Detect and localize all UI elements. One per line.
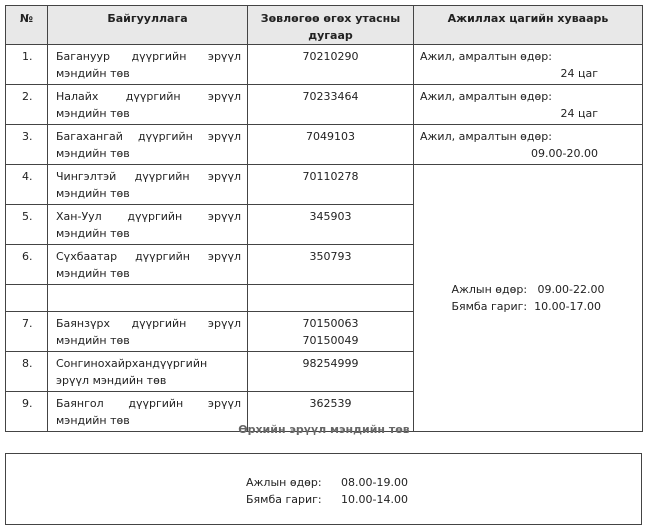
row-num: 6.: [6, 245, 48, 285]
header-num: №: [6, 6, 48, 45]
hours-value: 24 цаг: [560, 107, 598, 120]
row-organization: Багануур дүүргийн эрүүл мэндийн төв: [48, 45, 248, 85]
row-num: 2.: [6, 85, 48, 125]
row-num: 8.: [6, 352, 48, 392]
row-num: 9.: [6, 392, 48, 432]
weekday-label: Ажлын өдөр:: [246, 476, 322, 489]
header-hours: Ажиллах цагийн хуваарь: [414, 6, 643, 45]
merged-saturday-hours: Бямба гариг: 10.00-17.00: [451, 300, 602, 313]
row-organization: Баянзүрх дүүргийн эрүүл мэндийн төв: [48, 312, 248, 352]
table-header-row: [6, 6, 643, 45]
merged-weekday-hours: Ажлын өдөр: 09.00-22.00: [451, 283, 605, 296]
header-phone: Зөвлөгөө өгөх утасны дугаар: [248, 6, 414, 45]
weekday-hours: 08.00-19.00: [341, 476, 408, 489]
row-phone: [248, 312, 414, 352]
header-organization: Байгууллага: [48, 6, 248, 45]
saturday-hours: 10.00-14.00: [341, 493, 408, 506]
health-centers-table: [5, 5, 643, 432]
row-phone-primary: 70150063: [302, 317, 359, 330]
hours-label: Ажил, амралтын өдөр:: [420, 90, 552, 103]
row-num: 3.: [6, 125, 48, 165]
row-hours: [414, 85, 643, 125]
hours-value: 09.00-20.00: [531, 147, 598, 160]
row-num: 7.: [6, 312, 48, 352]
row-phone: 7049103: [248, 125, 414, 165]
weekday-hours-line: [246, 476, 408, 489]
table-row: [6, 165, 643, 205]
row-organization: Налайх дүүргийн эрүүл мэндийн төв: [48, 85, 248, 125]
saturday-hours-line: [246, 493, 408, 506]
hours-value: 24 цаг: [560, 67, 598, 80]
merged-hours-cell: [414, 165, 643, 432]
empty-cell: [48, 285, 248, 312]
row-phone: 70233464: [248, 85, 414, 125]
hours-label: Ажил, амралтын өдөр:: [420, 130, 552, 143]
row-phone: 345903: [248, 205, 414, 245]
row-num: 5.: [6, 205, 48, 245]
saturday-label: Бямба гариг:: [246, 493, 322, 506]
hours-label: Ажил, амралтын өдөр:: [420, 50, 552, 63]
row-organization: Сүхбаатар дүүргийн эрүүл мэндийн төв: [48, 245, 248, 285]
empty-cell: [248, 285, 414, 312]
row-organization: Хан-Уул дүүргийн эрүүл мэндийн төв: [48, 205, 248, 245]
row-num: 1.: [6, 45, 48, 85]
table-row: [6, 45, 643, 85]
row-organization: Сонгинохайрхандүүргийн эрүүл мэндийн төв: [48, 352, 248, 392]
row-organization: Чингэлтэй дүүргийн эрүүл мэндийн төв: [48, 165, 248, 205]
table-row: [6, 85, 643, 125]
row-phone: 70210290: [248, 45, 414, 85]
empty-cell: [6, 285, 48, 312]
row-phone: 350793: [248, 245, 414, 285]
section-title: Өрхийн эрүүл мэндийн төв: [238, 423, 410, 436]
row-phone: 362539: [248, 392, 414, 432]
row-hours: [414, 125, 643, 165]
row-organization: Баянгол дүүргийн эрүүл мэндийн төв: [48, 392, 248, 432]
row-phone-secondary: 70150049: [302, 334, 359, 347]
regional-hours-box: [5, 453, 642, 525]
row-organization: Багахангай дүүргийн эрүүл мэндийн төв: [48, 125, 248, 165]
row-num: 4.: [6, 165, 48, 205]
row-phone: 98254999: [248, 352, 414, 392]
table-row: [6, 125, 643, 165]
row-hours: [414, 45, 643, 85]
row-phone: 70110278: [248, 165, 414, 205]
